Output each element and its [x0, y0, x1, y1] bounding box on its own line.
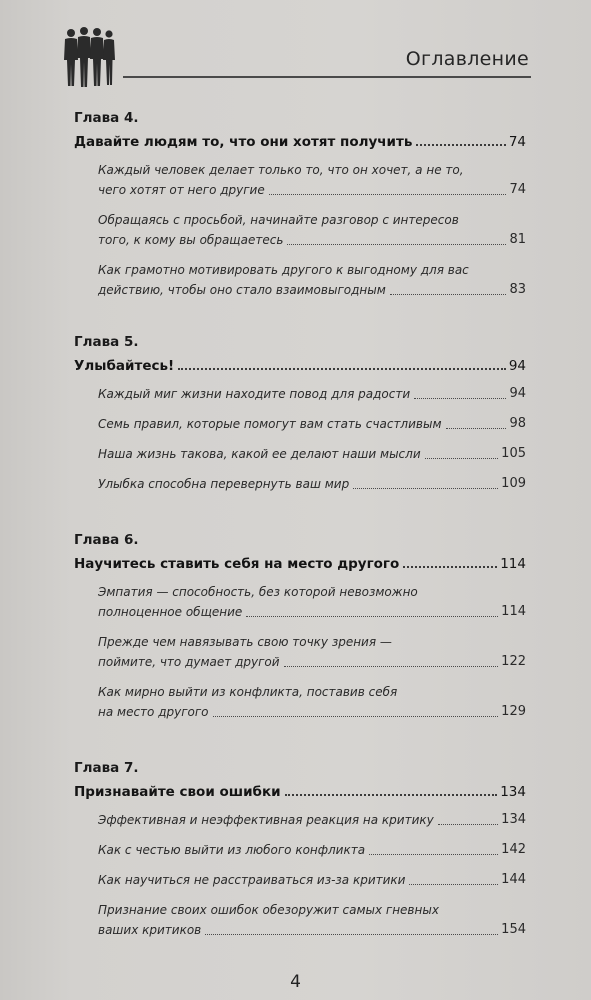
item-text-line1: Признание своих ошибок обезоружит самых гневных — [98, 903, 439, 917]
page-ref: 81 — [509, 232, 526, 247]
item-text-line2: полноценное общение — [98, 605, 243, 619]
dot-leader — [369, 854, 498, 855]
chapter-block — [74, 110, 526, 300]
chapter-label: Глава 7. — [74, 760, 139, 776]
page-ref: 94 — [508, 358, 526, 374]
chapter-title: Давайте людям то, что они хотят получить — [74, 134, 413, 150]
chapter-block — [74, 532, 526, 722]
page-ref: 154 — [501, 922, 526, 937]
item-text: Семь правил, которые помогут вам стать счастливым — [98, 417, 442, 431]
toc-item[interactable] — [98, 810, 526, 830]
item-text-line2: того, к кому вы обращаетесь — [98, 233, 284, 247]
item-text: Наша жизнь такова, какой ее делают наши мысли — [98, 447, 421, 461]
toc-item[interactable] — [98, 384, 526, 404]
business-people-silhouette-icon — [62, 26, 118, 92]
page-ref: 142 — [501, 842, 526, 857]
toc-item[interactable] — [98, 582, 526, 622]
dot-leader — [284, 666, 499, 667]
page-ref: 109 — [501, 476, 526, 491]
item-text-line2: ваших критиков — [98, 923, 202, 937]
dot-leader — [353, 488, 498, 489]
toc-item[interactable] — [98, 870, 526, 890]
dot-leader — [414, 398, 506, 399]
page-ref: 105 — [501, 446, 526, 461]
page-ref: 94 — [509, 386, 526, 401]
header-divider — [123, 76, 531, 78]
item-text-line1: Как мирно выйти из конфликта, поставив себя — [98, 685, 398, 699]
item-text-line2: действию, чтобы оно стало взаимовыгодным — [98, 283, 386, 297]
chapter-title: Признавайте свои ошибки — [74, 784, 281, 800]
item-text: Как с честью выйти из любого конфликта — [98, 843, 366, 857]
dot-leader — [416, 144, 505, 146]
dot-leader — [213, 716, 499, 717]
dot-leader — [269, 194, 507, 195]
chapter-label: Глава 6. — [74, 532, 139, 548]
page-ref: 129 — [501, 704, 526, 719]
item-text-line2: чего хотят от него другие — [98, 183, 265, 197]
page-ref: 114 — [500, 556, 526, 572]
toc-item[interactable] — [98, 160, 526, 200]
page-ref: 144 — [501, 872, 526, 887]
toc-item[interactable] — [98, 632, 526, 672]
page-ref: 134 — [501, 812, 526, 827]
item-text: Эффективная и неэффективная реакция на критику — [98, 813, 434, 827]
toc-item[interactable] — [98, 260, 526, 300]
page-ref: 114 — [501, 604, 526, 619]
toc-item[interactable] — [98, 900, 526, 940]
header-title: Оглавление — [405, 48, 529, 70]
item-text: Как научиться не расстраиваться из-за критики — [98, 873, 406, 887]
dot-leader — [285, 794, 498, 796]
item-text-line1: Эмпатия — способность, без которой невозможно — [98, 585, 418, 599]
page-ref: 74 — [508, 134, 526, 150]
dot-leader — [178, 368, 506, 370]
dot-leader — [403, 566, 497, 568]
chapter-title-row[interactable] — [74, 784, 526, 800]
toc-item[interactable] — [98, 840, 526, 860]
toc-item[interactable] — [98, 444, 526, 464]
chapter-title-row[interactable] — [74, 358, 526, 374]
dot-leader — [409, 884, 498, 885]
chapter-title-row[interactable] — [74, 134, 526, 150]
page-ref: 98 — [509, 416, 526, 431]
dot-leader — [446, 428, 507, 429]
chapter-block — [74, 760, 526, 940]
item-text-line1: Обращаясь с просьбой, начинайте разговор с интересов — [98, 213, 459, 227]
page-ref: 134 — [500, 784, 526, 800]
dot-leader — [425, 458, 499, 459]
item-text: Каждый миг жизни находите повод для радости — [98, 387, 411, 401]
dot-leader — [287, 244, 506, 245]
item-text-line1: Каждый человек делает только то, что он хочет, а не то, — [98, 163, 464, 177]
chapter-title: Улыбайтесь! — [74, 358, 175, 374]
toc-item[interactable] — [98, 682, 526, 722]
dot-leader — [205, 934, 498, 935]
chapter-label: Глава 4. — [74, 110, 139, 126]
chapter-title-row[interactable] — [74, 556, 526, 572]
page-header — [0, 0, 591, 100]
page-number: 4 — [290, 972, 301, 992]
table-of-contents — [74, 110, 526, 978]
page-ref: 74 — [509, 182, 526, 197]
page-ref: 122 — [501, 654, 526, 669]
chapter-title: Научитесь ставить себя на место другого — [74, 556, 400, 572]
toc-item[interactable] — [98, 414, 526, 434]
item-text-line2: поймите, что думает другой — [98, 655, 280, 669]
toc-item[interactable] — [98, 210, 526, 250]
dot-leader — [246, 616, 498, 617]
page-ref: 83 — [509, 282, 526, 297]
item-text-line1: Как грамотно мотивировать другого к выгодному для вас — [98, 263, 469, 277]
toc-item[interactable] — [98, 474, 526, 494]
dot-leader — [438, 824, 498, 825]
item-text-line1: Прежде чем навязывать свою точку зрения — — [98, 635, 392, 649]
item-text-line2: на место другого — [98, 705, 209, 719]
item-text: Улыбка способна перевернуть ваш мир — [98, 477, 350, 491]
dot-leader — [390, 294, 507, 295]
chapter-label: Глава 5. — [74, 334, 139, 350]
chapter-block — [74, 334, 526, 494]
